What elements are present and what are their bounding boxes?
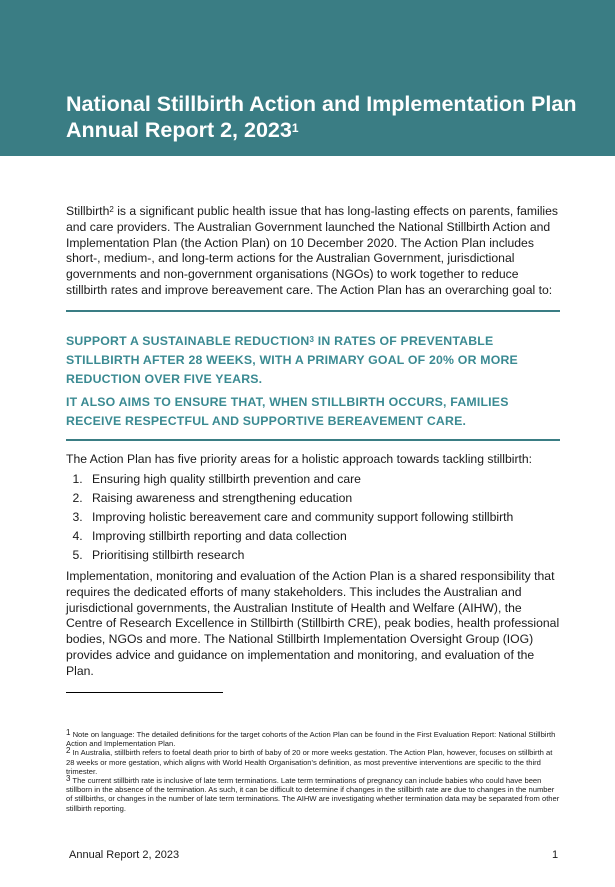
intro-paragraph (66, 204, 561, 299)
footnote-text: In Australia, stillbirth refers to foetal death prior to birth of baby of 20 or more weeks gestation. The Action Plan, however, focuses on stillbirth at 28 weeks or more gestation, which aligns with World Health Organisation's definition, as most preventive interventions are specific to the third trimester. (66, 748, 553, 776)
footnotes (66, 730, 561, 813)
priority-list (66, 470, 561, 565)
goal-part1: SUPPORT A SUSTAINABLE REDUCTION (66, 334, 310, 348)
implementation-section (66, 569, 561, 680)
priority-item: 4. Improving stillbirth reporting and data collection (86, 527, 561, 546)
footnote-3 (66, 776, 561, 813)
page-title (66, 91, 586, 143)
title-banner (0, 0, 615, 156)
footnote-2 (66, 748, 561, 776)
intro-lead-word: Stillbirth (66, 204, 110, 218)
priorities-intro-text: The Action Plan has five priority areas for a holistic approach towards tackling stillbirth: (66, 452, 533, 466)
goal-footnote-mark: 3 (309, 335, 315, 344)
priority-item: 2. Raising awareness and strengthening education (86, 489, 561, 508)
footnote-text: The current stillbirth rate is inclusive of late term terminations. Late term terminations of pregnancy can include babies who could have been stillborn in the absence of the termination. As such, it can be difficult to determine if changes in the stillbirth rate are due to changes in the number of stillbirths, or changes in the number of late term terminations. The AIHW are investigating whether termination data may be separated from other stillbirth reporting. (66, 776, 560, 813)
priority-item: 3. Improving holistic bereavement care and community support following stillbirth (86, 508, 561, 527)
footnote-divider (66, 692, 223, 693)
title-footnote-mark: 1 (291, 121, 299, 135)
implementation-paragraph: Implementation, monitoring and evaluation of the Action Plan is a shared responsibility that requires the dedicated efforts of many stakeholders. This includes the Australian and jurisdictional governments, the Australian Institute of Health and Welfare (AIHW), the Centre of Research Excellence in Stillbirth (Stillbirth CRE), peak bodies, health professional bodies, NGOs and more. The National Stillbirth Implementation Oversight Group (IOG) provides advice and guidance on implementation and monitoring, and evaluation of the Plan. (66, 569, 560, 678)
aim-statement: IT ALSO AIMS TO ENSURE THAT, WHEN STILLBIRTH OCCURS, FAMILIES RECEIVE RESPECTFUL AND SUPPORTIVE BEREAVEMENT CARE. (66, 395, 509, 428)
footnote-mark: 1 (66, 728, 71, 737)
footnote-mark: 2 (66, 746, 71, 756)
footer-page-number: 1 (552, 849, 559, 861)
priority-item: 5. Prioritising stillbirth research (86, 546, 561, 565)
priority-item: 1. Ensuring high quality stillbirth prevention and care (86, 470, 561, 489)
intro-footnote-mark: 2 (109, 205, 114, 214)
goal-statement (66, 332, 560, 389)
page-title-text: National Stillbirth Action and Implementation Plan Annual Report 2, 2023 (66, 92, 577, 142)
footnote-1 (66, 730, 561, 748)
priorities-intro (66, 452, 561, 468)
footer-report-name: Annual Report 2, 2023 (69, 849, 180, 861)
footnote-mark: 3 (66, 774, 71, 784)
goal-part2: IN RATES OF PREVENTABLE STILLBIRTH AFTER 28 WEEKS, WITH A PRIMARY GOAL OF 20% OR MORE REDUCTION OVER FIVE YEARS. (66, 334, 518, 386)
intro-text: is a significant public health issue that has long-lasting effects on parents, families and care providers. The Australian Government launched the National Stillbirth Action and Implementation Plan (the Action Plan) on 10 December 2020. The Action Plan includes short-, medium-, and long-term actions for the Australian Government, jurisdictional governments and non-government organisations (NGOs) to work together to reduce stillbirth rates and improve bereavement care. The Action Plan has an overarching goal to: (66, 204, 559, 297)
goal-callout (66, 310, 560, 441)
footnote-text: Note on language: The detailed definitions for the target cohorts of the Action Plan can be found in the First Evaluation Report: National Stillbirth Action and Implementation Plan. (66, 730, 556, 749)
intro-section (66, 204, 561, 299)
